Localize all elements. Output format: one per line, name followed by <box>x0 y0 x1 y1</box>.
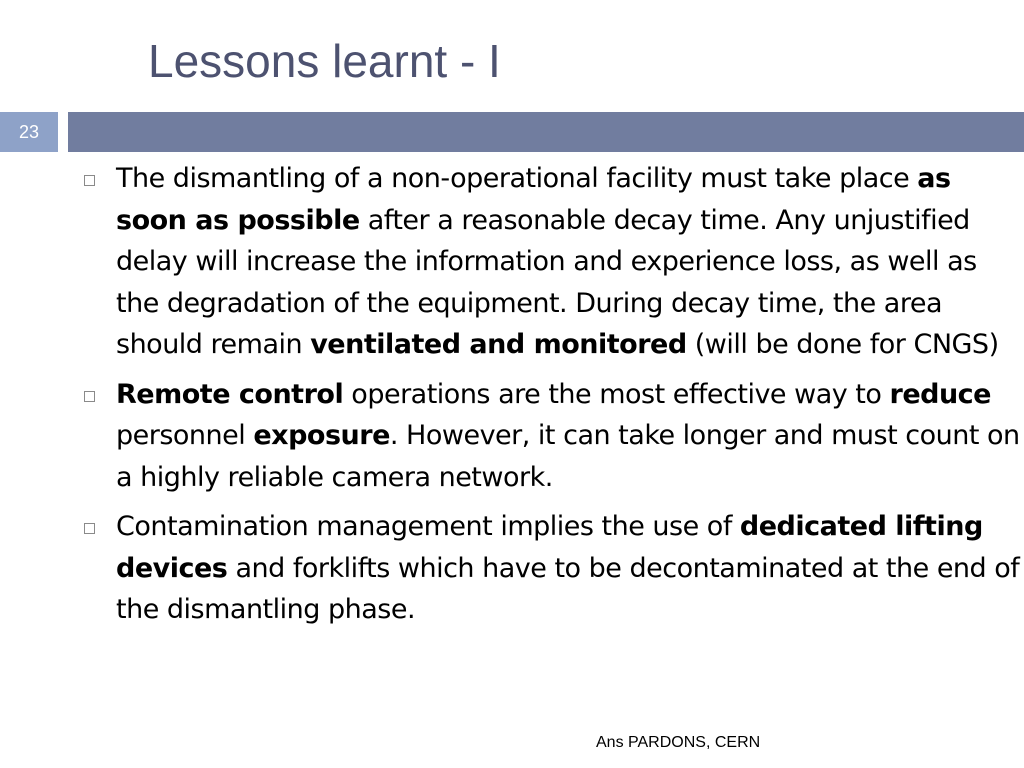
square-bullet-icon <box>84 523 95 534</box>
slide-title: Lessons learnt - I <box>148 35 501 87</box>
bullet-emphasis: Remote control <box>116 378 344 410</box>
bullet-item-contamination-management <box>80 506 1020 631</box>
bullet-text: Contamination management implies the use of <box>116 511 740 542</box>
bullet-list <box>80 158 1020 639</box>
bullet-text: after a reasonable decay time. Any unjustified delay will increase the information and experience loss, as well as the degradation of the equipment. During decay time, the area should remain <box>116 204 977 360</box>
footer-author: Ans PARDONS, CERN <box>596 734 761 751</box>
bullet-emphasis: exposure <box>253 420 390 451</box>
slide-number: 23 <box>0 112 58 152</box>
bullet-text: operations are the most effective way to <box>343 378 890 410</box>
square-bullet-icon <box>84 391 95 402</box>
bullet-text: personnel <box>116 420 254 451</box>
bullet-text: (will be done for CNGS) <box>686 329 999 360</box>
bullet-item-remote-control <box>80 374 1020 499</box>
bullet-text: and forklifts which have to be decontaminated at the end of the dismantling phase. <box>116 552 1020 625</box>
bullet-item-dismantling-timing <box>80 158 1020 366</box>
bullet-emphasis: ventilated and monitored <box>310 329 687 360</box>
bullet-text: The dismantling of a non-operational facility must take place <box>116 163 918 194</box>
bullet-emphasis: dedicated lifting devices <box>116 511 983 584</box>
bullet-emphasis: as soon as possible <box>116 163 951 236</box>
bullet-text: . However, it can take longer and must count on a highly reliable camera network. <box>116 420 1020 493</box>
square-bullet-icon <box>84 175 95 186</box>
header-bar <box>68 112 1024 152</box>
bullet-emphasis: reduce <box>889 378 991 410</box>
